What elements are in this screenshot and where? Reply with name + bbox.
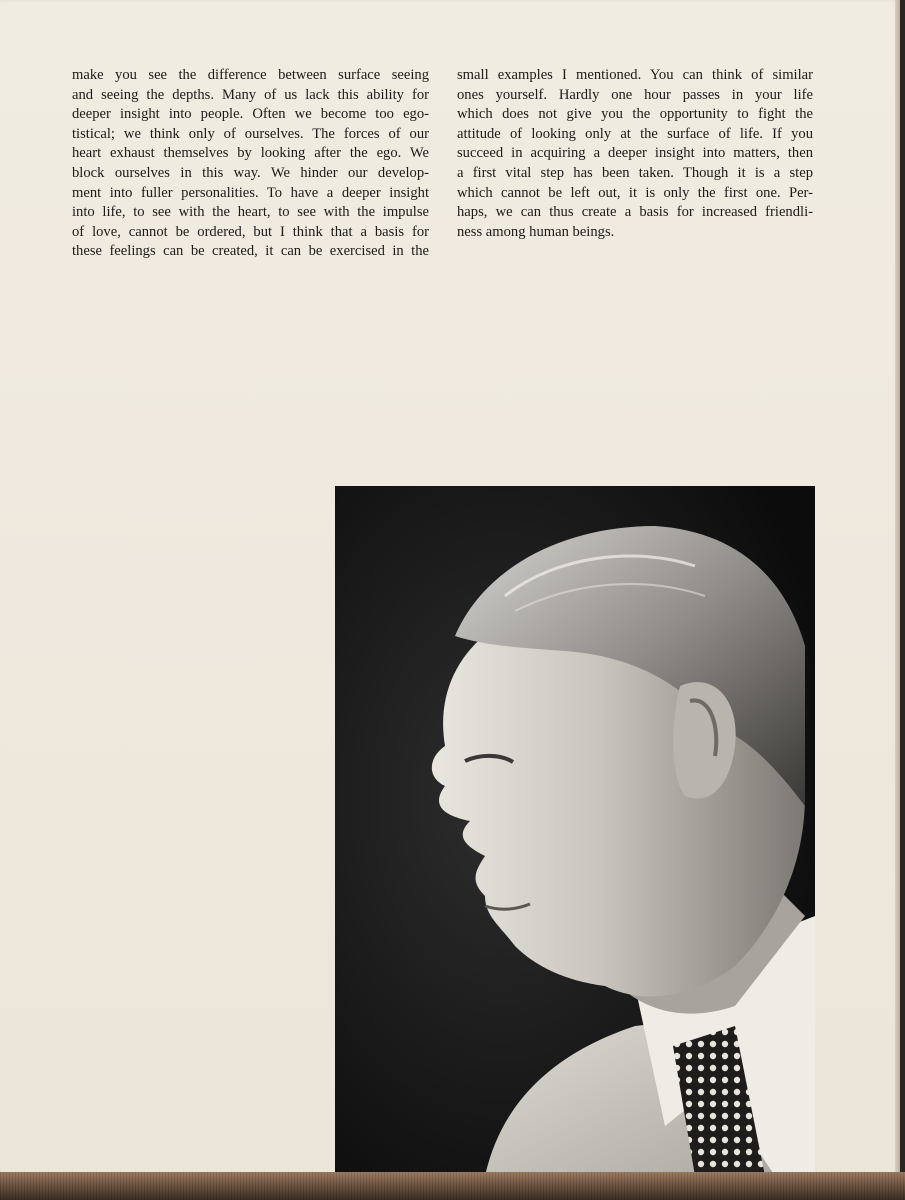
page-edge [895, 0, 900, 1178]
portrait-illustration [335, 486, 815, 1176]
text-line: of love, cannot be ordered, but I think that a basis for [72, 223, 429, 240]
portrait-photo [335, 486, 815, 1176]
text-line: a first vital step has been taken. Though it is a step [457, 164, 813, 181]
text-line: ones yourself. Hardly one hour passes in your life [457, 86, 813, 103]
text-line: attitude of looking only at the surface of life. If you [457, 125, 813, 142]
text-line: small examples I mentioned. You can think of similar [457, 67, 813, 83]
text-line: and seeing the depths. Many of us lack this ability for [72, 86, 429, 103]
text-line: tistical; we think only of ourselves. The forces of our [72, 125, 429, 142]
text-line: ment into fuller personalities. To have a deeper insight [72, 184, 429, 201]
text-line: make you see the difference between surface seeing [72, 67, 429, 83]
text-line: block ourselves in this way. We hinder our develop- [72, 164, 429, 181]
text-column-right [457, 66, 813, 242]
text-line: these feelings can be created, it can be exercised in the [72, 243, 429, 260]
text-line: into life, to see with the heart, to see with the impulse [72, 204, 429, 221]
text-line: which does not give you the opportunity to fight the [457, 106, 813, 123]
text-line: which cannot be left out, it is only the first one. Per- [457, 184, 813, 201]
text-column-left [72, 66, 429, 262]
text-line: heart exhaust themselves by looking after the ego. We [72, 145, 429, 162]
text-line: ness among human beings. [457, 223, 615, 240]
text-line: deeper insight into people. Often we become too ego- [72, 106, 429, 123]
book-cover-edge [0, 1172, 905, 1200]
text-line: succeed in acquiring a deeper insight into matters, then [457, 145, 813, 162]
text-line: haps, we can thus create a basis for increased friendli- [457, 204, 813, 221]
